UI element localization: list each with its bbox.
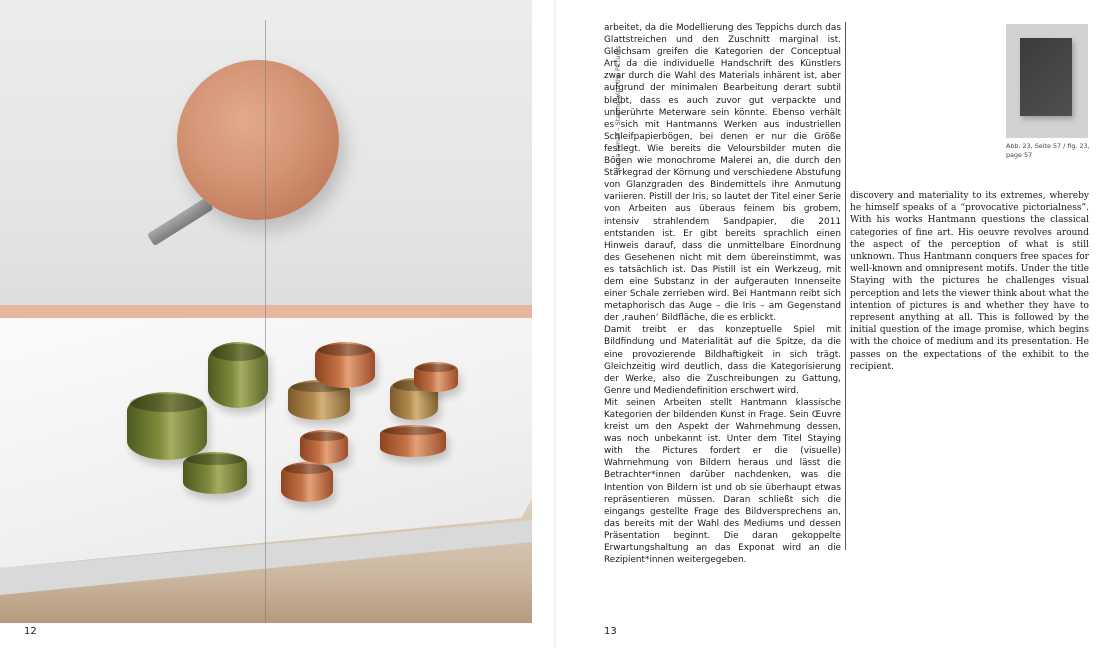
pot-copper-tall — [315, 342, 375, 388]
german-paragraph-2: Damit treibt er das konzeptuelle Spiel mit Bildfindung und Materialität auf die Spitze, da die eine provozierende Bildhaftigkeit in sich trägt. Gleichzeitig wird deutlich, dass die Kategorisierung der Werke, also die Zuschreibungen zu Gattung, Genre und Mediendefinition erschwert wird. — [604, 325, 841, 396]
installation-photo — [0, 0, 532, 623]
figure-caption: Abb. 23, Seite 57 / fig. 23, page 57 — [1006, 142, 1090, 159]
german-paragraph-1: arbeitet, da die Modellierung des Teppichs durch das Glattstreichen und den Zuschnitt marginal ist. Gleichsam greifen die Kategorien der Conceptual Art, da die individuelle Handschrift des Künstlers zwar durch die Wahl des Materials inhärent ist, aber aufgrund der minimalen Bearbeitung derart subtil bleibt, dass es auch zuvor gut verpackte und unberührte Meterware sein könnte. Ebenso verhält es sich mit Hantmanns Werken aus industriellen Schleifpapierbögen, bei denen er nur die Größe festlegt. Wie bereits die Veloursbilder muten die Bögen wie monochrome Malerei an, die durch den Stärkegrad der Körnung und verschiedene Abstufung von Glanzgraden des Bindemittels ihre Anmutung variieren. Pistill der Iris, so lautet der Titel einer Serie von Arbeiten aus überaus feinem bis grobem, intensiv strahlendem Sandpapier, die 2011 entstanden ist. Er gibt bereits sprachlich einen Hinweis darauf, dass die unmittelbare Einordnung des Gesehenen nicht mit dem übereinstimmt, was es tatsächlich ist. Das Pistill ist ein Werkzeug, mit dem eine Substanz in der aufgerauten Innenseite einer Schale zerrieben wird. Bei Hantmann reibt sich metaphorisch das Auge – die Iris – am Gegenstand der ‚rauhen‘ Bildfläche, die es erblickt. — [604, 23, 841, 324]
column-rule — [845, 22, 846, 550]
german-text-column — [604, 22, 841, 566]
page-number-right: 13 — [604, 626, 617, 637]
pot-green-large — [127, 392, 207, 460]
right-page — [556, 0, 1112, 648]
pot-copper-mid — [300, 430, 348, 464]
german-paragraph-3: Mit seinen Arbeiten stellt Hantmann klassische Kategorien der bildenden Kunst in Frage. Sein Œuvre kreist um den Aspekt der Wahrnehmung dessen, was noch unbekannt ist. Unter dem Titel Staying with the Pictures fordert er die (visuelle) Wahrnehmung von Bildern heraus und lässt die Betrachter*innen darüber nachdenken, was die Intention von Bildern ist und ob sie überhaupt etwas repräsentieren müssen. Daran schließt sich die eingangs gestellte Frage des Bildversprechens an, das bereits mit der Wahl des Mediums und dessen Präsentation beginnt. Die daran gekoppelte Erwartungshaltung an das Exponat wird an die Rezipient*innen weitergegeben. — [604, 397, 841, 566]
page-number-left: 12 — [24, 626, 37, 637]
figure-artwork — [1020, 38, 1072, 116]
pot-copper-small-back — [414, 362, 458, 392]
running-head: Nadia Ismail – Staying with the Pictures — [614, 45, 622, 172]
english-paragraph: discovery and materiality to its extremes, whereby he himself speaks of a “provocative pictorialness”. With his works Hantmann questions the classical categories of fine art. His oeuvre revolves around the aspect of the perception of what is still unknown. Thus Hantmann conquers free spaces for well-known and omnipresent motifs. Under the title Staying with the pictures he challenges visual perception and lets the viewer think about what the intention of pictures is and whether they have to represent anything at all. This is followed by the initial question of the image promise, which begins with the choice of medium and its presentation. He passes on the expectations of the exhibit to the recipient. — [850, 191, 1089, 372]
pot-copper-front — [281, 462, 333, 502]
figure-thumbnail — [1006, 24, 1088, 138]
pot-copper-flat — [380, 425, 446, 457]
english-text-column — [850, 190, 1089, 373]
copper-pan — [177, 60, 339, 220]
pot-green-colander — [208, 342, 268, 408]
pot-green-bowl — [183, 452, 247, 494]
page-seam-line — [265, 20, 266, 623]
